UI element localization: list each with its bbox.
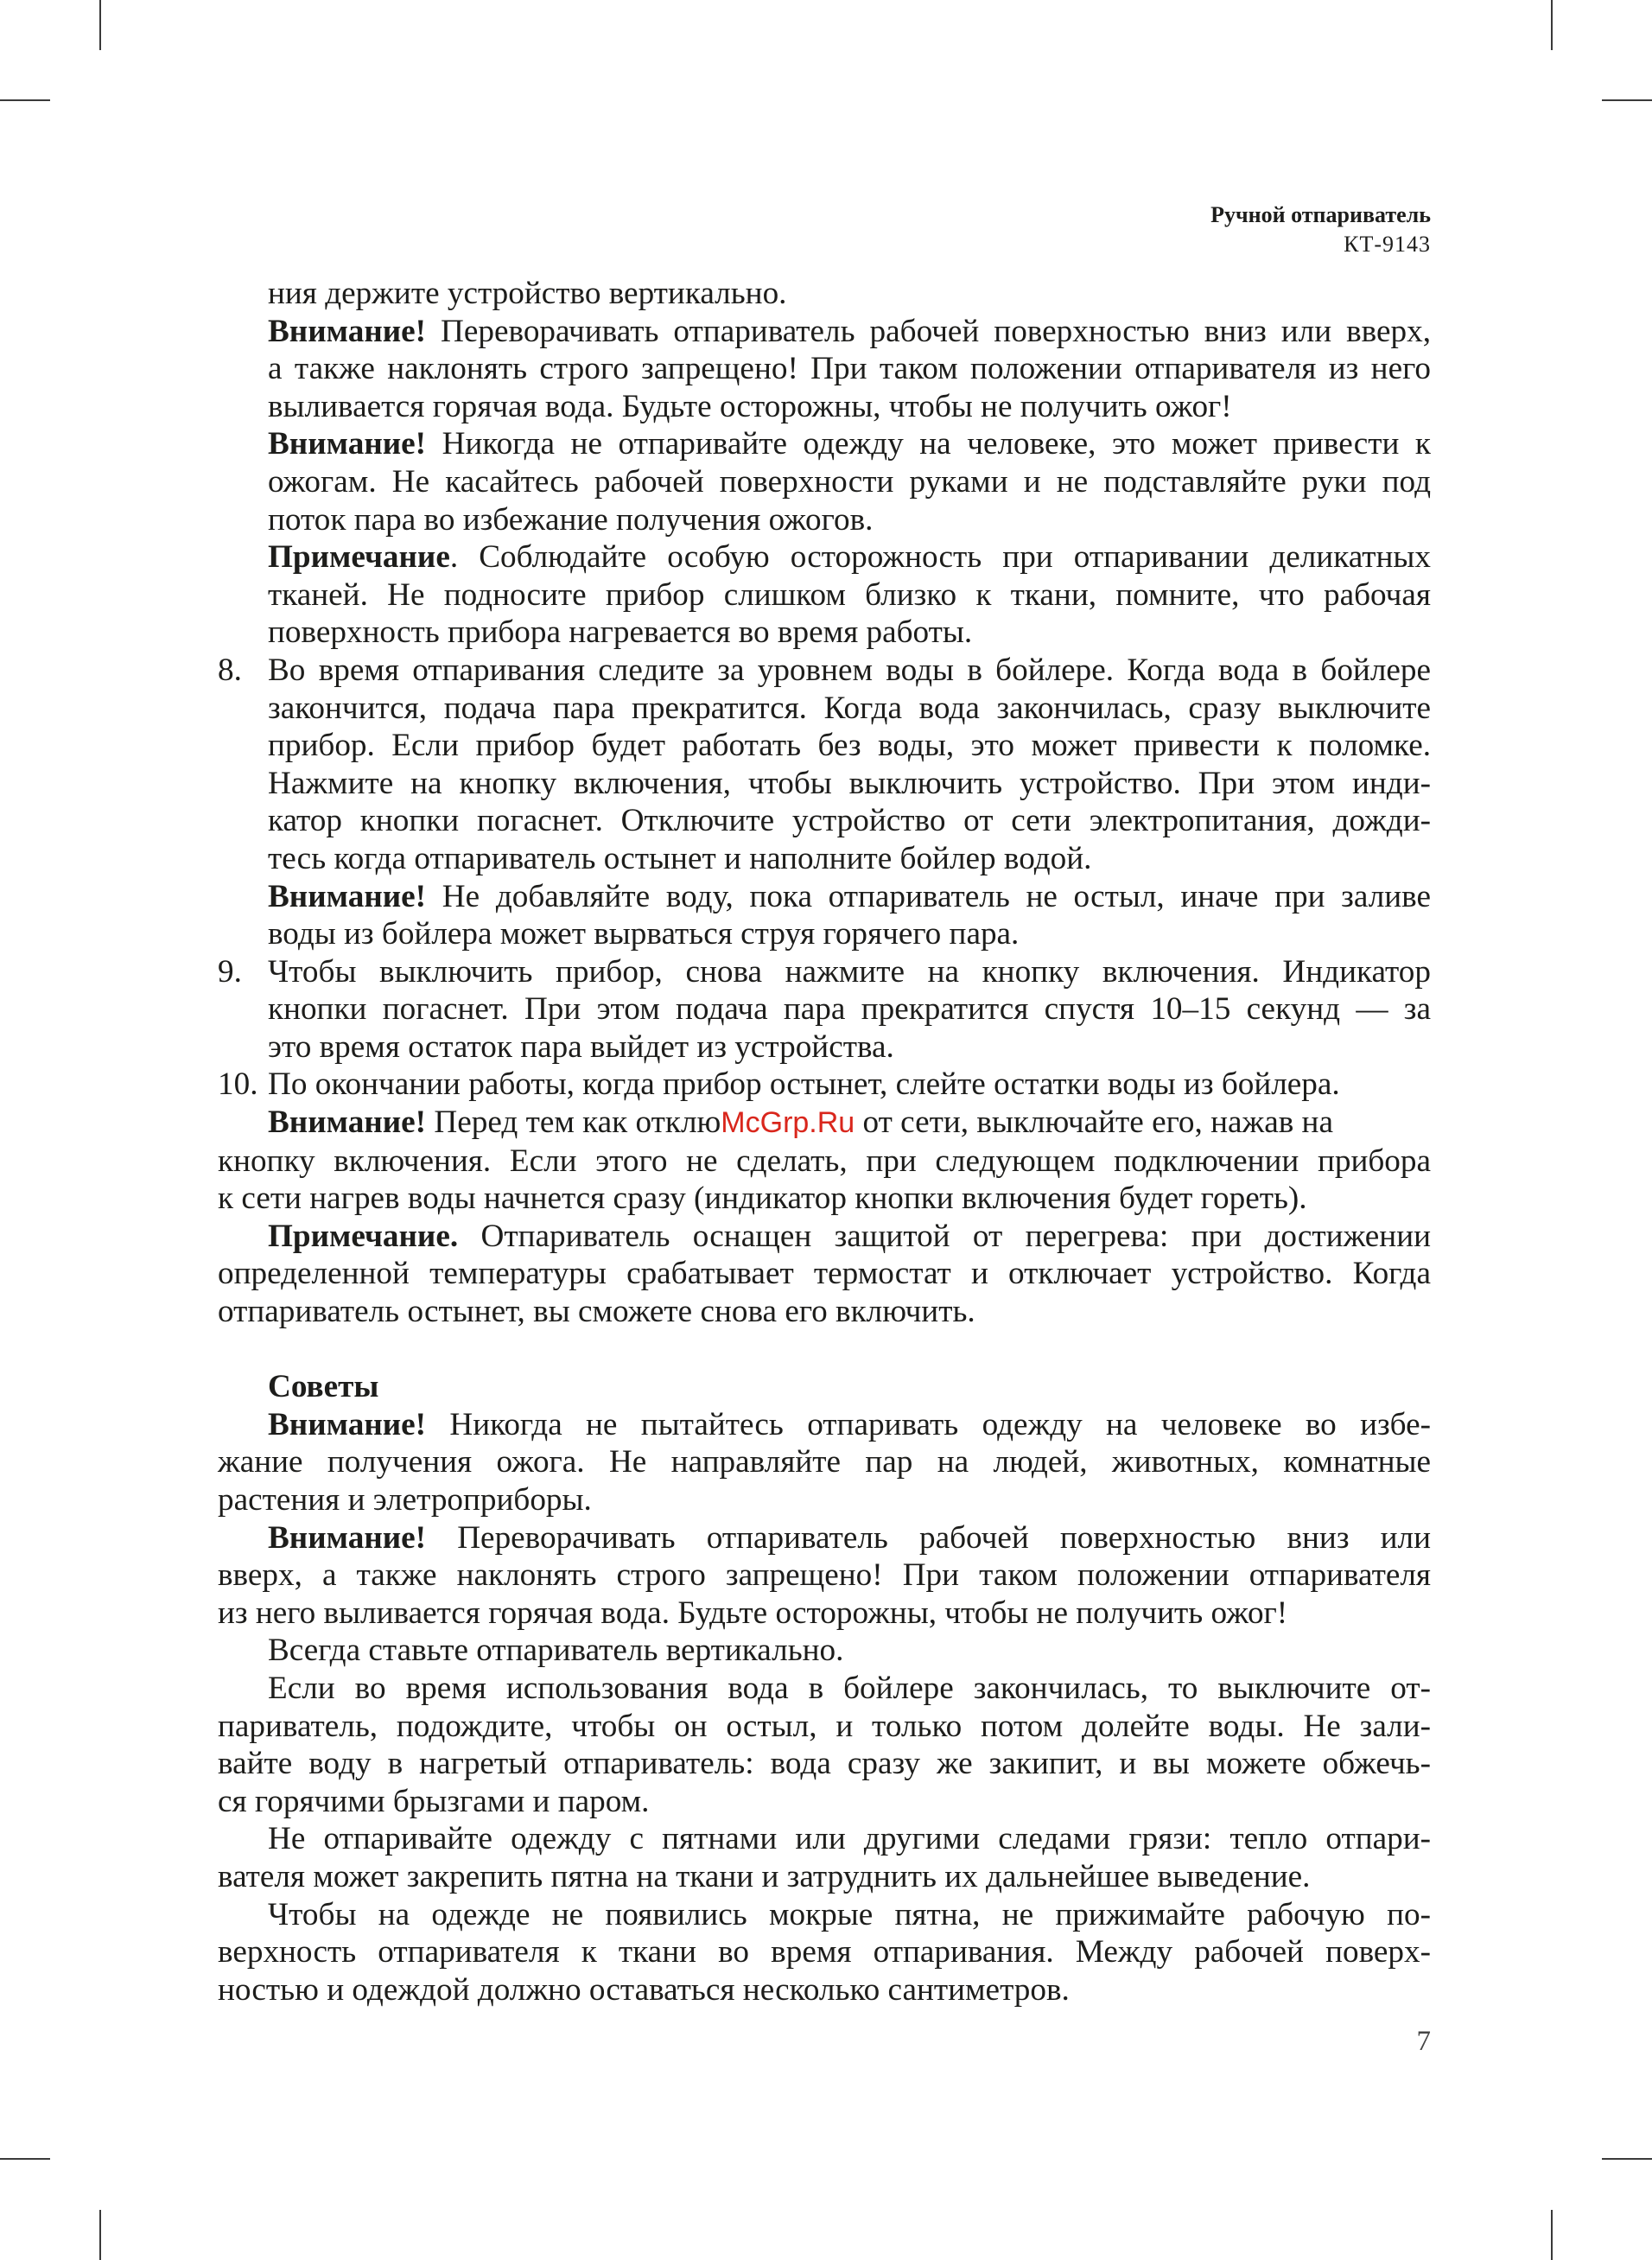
text-line: поверхность прибора нагревается во время работы. [268,614,973,651]
page-number: 7 [1416,2026,1431,2057]
page-body [218,275,1431,2009]
text-line: Нажмите на кнопку включения, чтобы выключить устройство. При этом инди- [268,765,1431,801]
crop-mark [1551,2210,1553,2260]
text-line: жание получения ожога. Не направляйте пар на людей, животных, комнатные [218,1444,1431,1480]
text-line: кнопки погаснет. При этом подача пара прекратится спустя 10–15 секунд — за [268,991,1431,1028]
list-number: 10. [218,1066,258,1103]
text-line: Внимание! Переворачивать отпариватель рабочей поверхностью вниз или вверх, [268,313,1431,349]
crop-mark [1602,2158,1652,2160]
running-header [1210,201,1431,259]
list-number: 9. [218,953,242,990]
list-item-8: 8. Во время отпаривания следите за уровнем воды в бойлере. Когда вода в бойлере [218,652,1431,688]
text-line: вверх, а также наклонять строго запрещено! При таком положении отпаривателя [218,1557,1431,1594]
crop-mark [1602,99,1652,101]
text-line: Примечание. Отпариватель оснащен защитой от перегрева: при достижении [268,1218,1431,1254]
text-line: отпариватель остынет, вы сможете снова его включить. [218,1294,975,1330]
text-line: ся горячими брызгами и паром. [218,1783,650,1819]
text-line: Примечание. Соблюдайте особую осторожность при отпаривании деликатных [268,539,1431,576]
text-line: тканей. Не подносите прибор слишком близко к ткани, помните, что рабочая [268,576,1431,613]
crop-mark [99,0,101,50]
text-line: Всегда ставьте отпариватель вертикально. [268,1633,844,1669]
text-line: воды из бойлера может вырваться струя горячего пара. [268,916,1020,952]
text-line: а также наклонять строго запрещено! При таком положении отпаривателя из него [268,351,1431,387]
text-line: катор кнопки погаснет. Отключите устройство от сети электропитания, дожди- [268,803,1431,839]
text-line: Внимание! Никогда не отпаривайте одежду на человеке, это может привести к [268,426,1431,462]
text-line: кнопку включения. Если этого не сделать, при следующем подключении прибора [218,1143,1431,1179]
text-line: ожогам. Не касайтесь рабочей поверхности руками и не подставляйте руки под [268,463,1431,500]
text-line: поток пара во избежание получения ожогов. [268,501,874,538]
text-line: к сети нагрев воды начнется сразу (индикатор кнопки включения будет гореть). [218,1181,1307,1217]
watermark: McGrp.Ru [721,1106,855,1140]
text-line: растения и элетроприборы. [218,1482,592,1518]
text-line: это время остаток пара выйдет из устройства. [268,1028,894,1065]
list-item-9: 9. Чтобы выключить прибор, снова нажмите на кнопку включения. Индикатор [218,953,1431,990]
text-line: закончится, подача пара прекратится. Когда вода закончилась, сразу выключите [268,690,1431,726]
text-line: ностью и одеждой должно оставаться несколько сантиметров. [218,1971,1070,2008]
text-line: Внимание! Не добавляйте воду, пока отпариватель не остыл, иначе при заливе [268,878,1431,914]
section-heading-tips: Советы [268,1369,379,1405]
list-number: 8. [218,652,242,688]
list-item-10: 10. По окончании работы, когда прибор остынет, слейте остатки воды из бойлера. [218,1066,1340,1103]
header-model: КТ-9143 [1344,232,1431,257]
text-line: верхность отпаривателя к ткани во время отпаривания. Между рабочей поверх- [218,1934,1431,1970]
text-line: Внимание! Никогда не пытайтесь отпаривать одежду на человеке во избе- [268,1406,1431,1442]
text-line: вайте воду в нагретый отпариватель: вода сразу же закипит, и вы можете обжечь- [218,1746,1431,1782]
text-line: определенной температуры срабатывает термостат и отключает устройство. Когда [218,1256,1431,1292]
header-title: Ручной отпариватель [1210,202,1431,227]
text-line: Если во время использования вода в бойлере закончилась, то выключите от- [268,1670,1431,1706]
text-line: ния держите устройство вертикально. [268,276,787,311]
text-line: вателя может закрепить пятна на ткани и затруднить их дальнейшее выведение. [218,1858,1311,1894]
text-line: тесь когда отпариватель остынет и наполните бойлер водой. [268,840,1092,876]
text-line: Чтобы на одежде не появились мокрые пятна, не прижимайте рабочую по- [268,1896,1431,1932]
crop-mark [99,2210,101,2260]
text-line: Внимание! Переворачивать отпариватель рабочей поверхностью вниз или [268,1519,1431,1556]
crop-mark [0,99,50,101]
text-line: из него выливается горячая вода. Будьте осторожны, чтобы не получить ожог! [218,1595,1288,1631]
text-line: Внимание! Перед тем как отклюMcGrp.Ru от сети, выключайте его, нажав на [268,1105,1333,1141]
crop-mark [1551,0,1553,50]
text-line: прибор. Если прибор будет работать без воды, это может привести к поломке. [268,728,1431,764]
text-line: париватель, подождите, чтобы он остыл, и только потом долейте воды. Не зали- [218,1708,1431,1744]
text-line: Не отпаривайте одежду с пятнами или другими следами грязи: тепло отпари- [268,1821,1431,1857]
crop-mark [0,2158,50,2160]
text-line: выливается горячая вода. Будьте осторожны, чтобы не получить ожог! [268,388,1232,424]
